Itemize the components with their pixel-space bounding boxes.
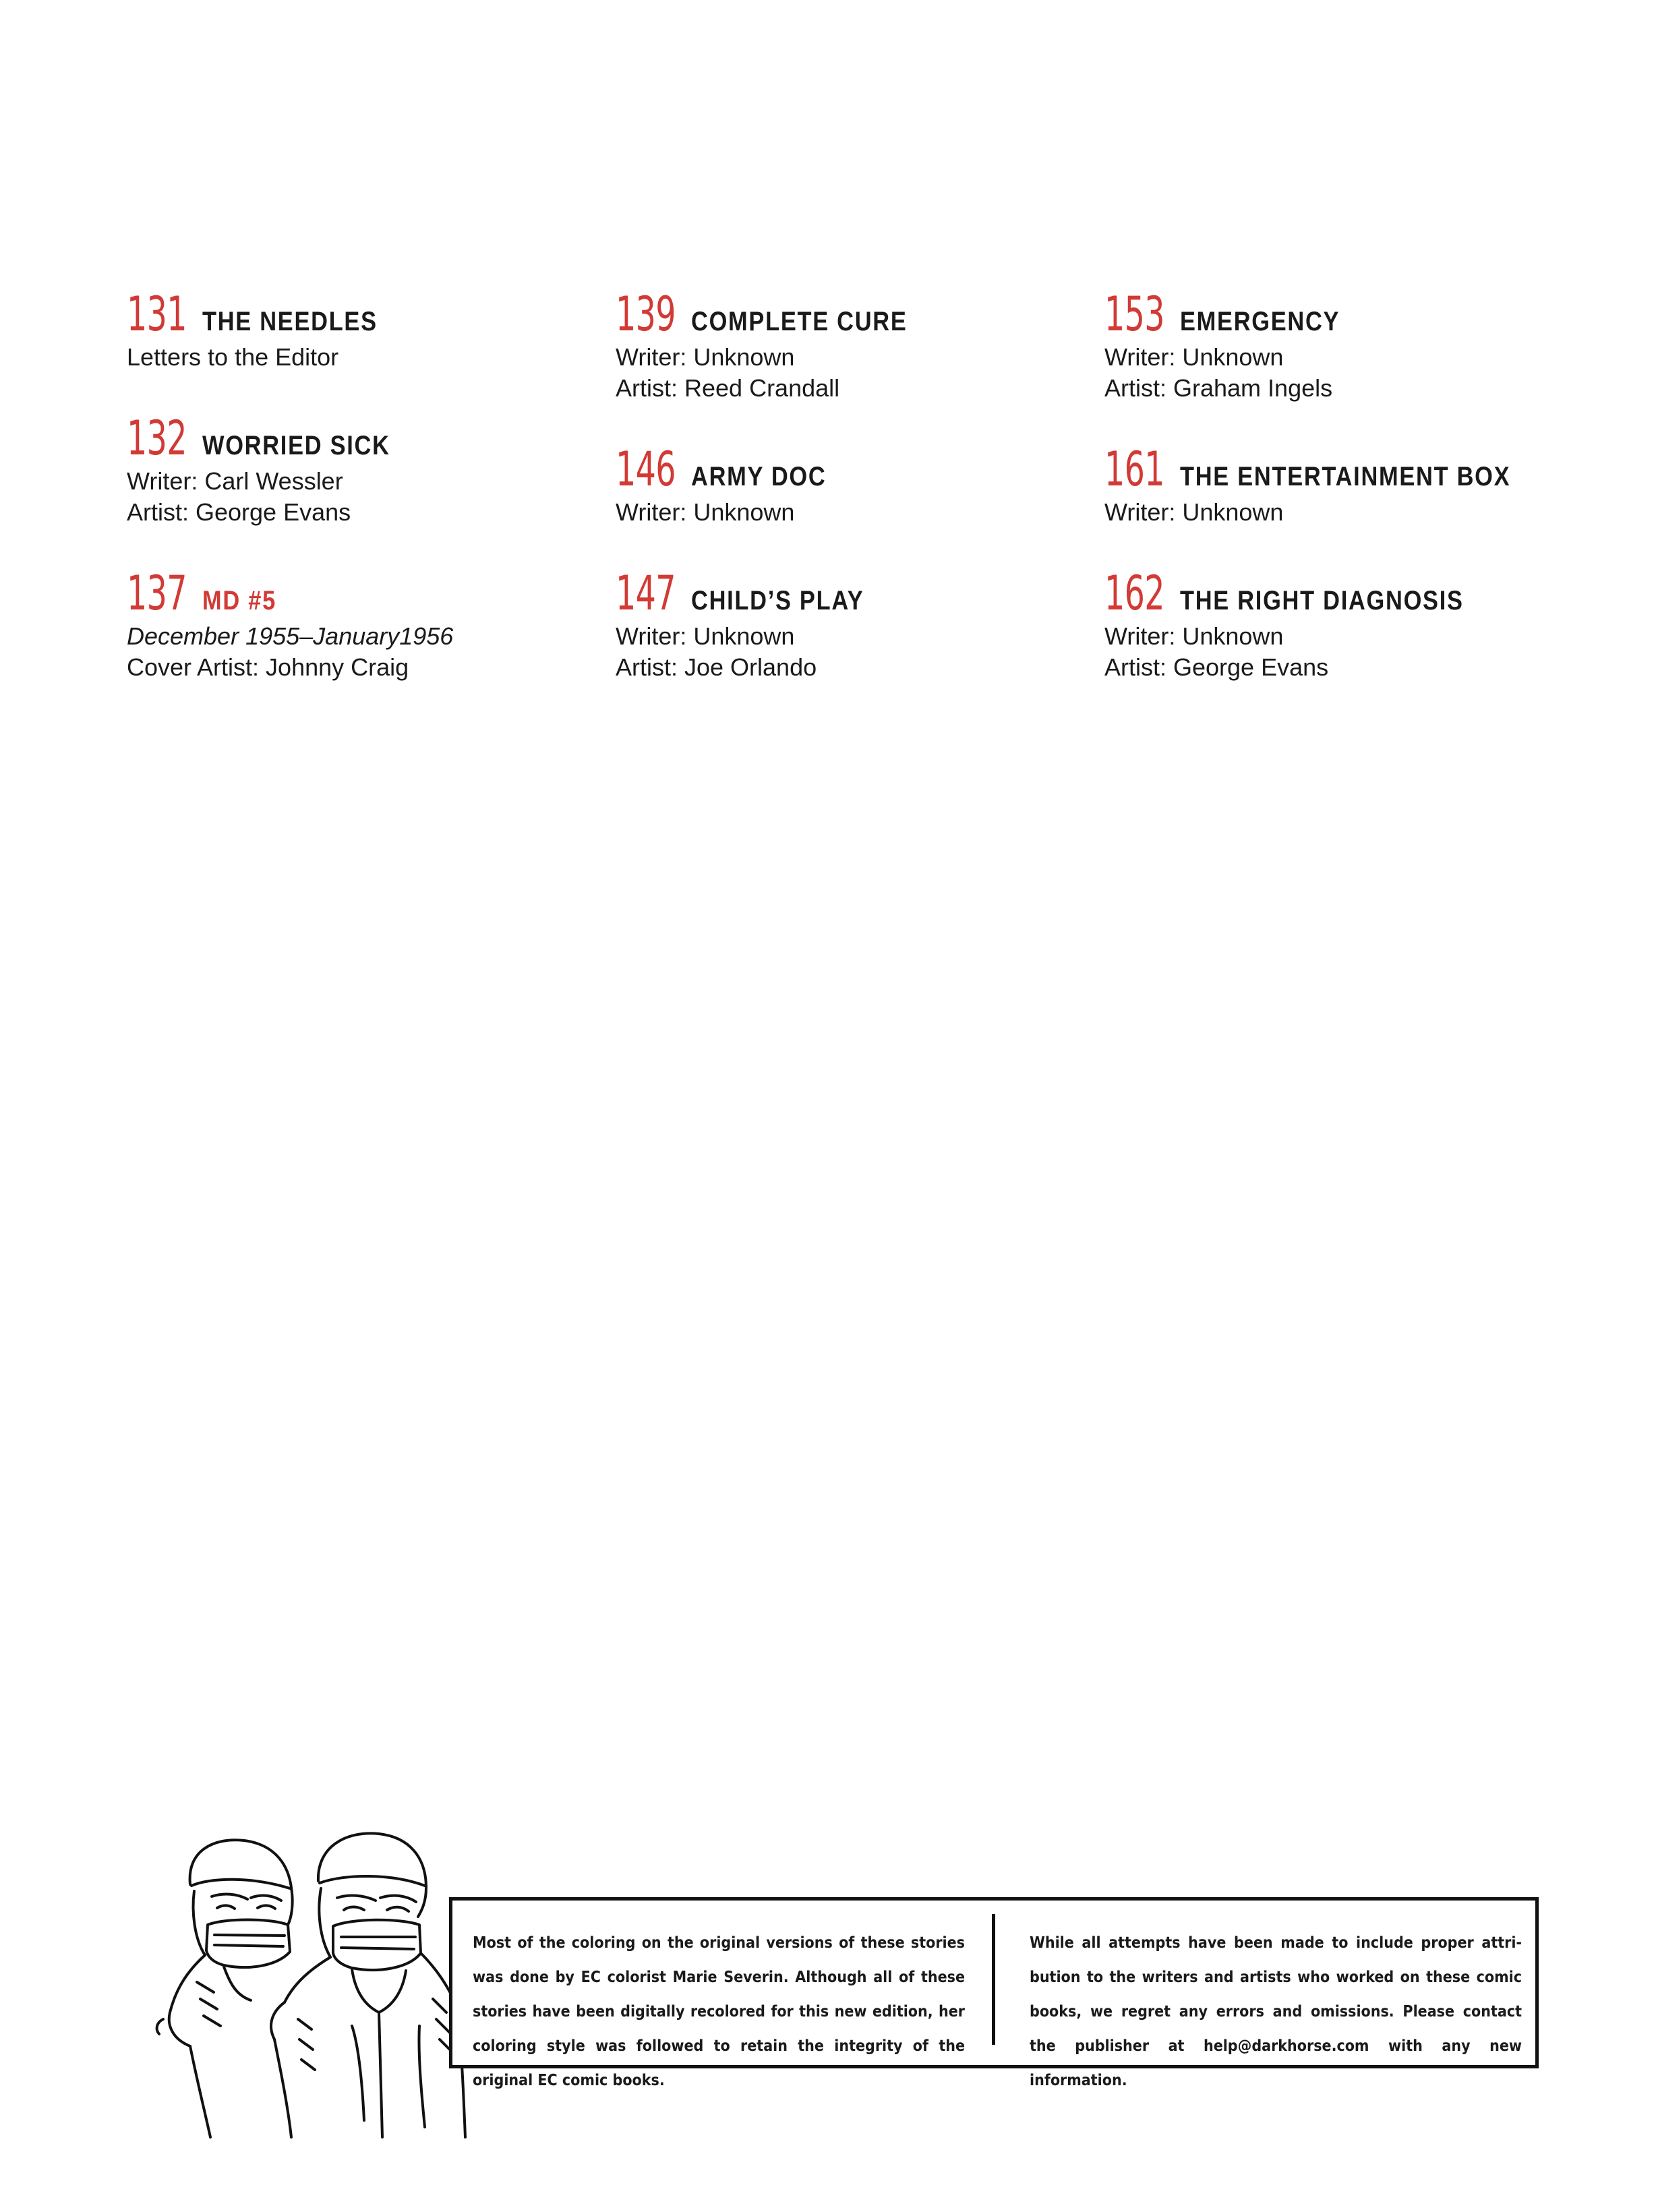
entry-artist: Artist: George Evans [1104, 653, 1329, 681]
coloring-notice: Most of the coloring on the original versions of these stories was done by EC colorist Marie Severin. Although all of these stories have been digitally recolored for this new edition, her coloring style was followed to retain the integrity of the original EC comic books. [473, 1934, 965, 2089]
entry-title: THE NEEDLES [202, 307, 378, 336]
surgeons-illustration-icon [150, 1824, 467, 2141]
page-number: 162 [1104, 566, 1164, 621]
entry-writer: Writer: Unknown [616, 622, 795, 650]
toc-entry[interactable] [616, 287, 1088, 404]
entry-title: COMPLETE CURE [691, 307, 908, 336]
entry-title: CHILD’S PLAY [691, 586, 864, 616]
entry-writer: Writer: Unknown [1104, 343, 1284, 371]
credits-notice-box [449, 1897, 1539, 2089]
page-number: 132 [127, 411, 187, 466]
entry-date: December 1955–January1956 [127, 622, 454, 650]
entry-title: EMERGENCY [1180, 307, 1340, 336]
entry-title: WORRIED SICK [202, 431, 390, 460]
entry-writer: Writer: Unknown [1104, 498, 1284, 526]
entry-title: THE RIGHT DIAGNOSIS [1180, 586, 1464, 616]
toc-entry[interactable] [127, 287, 599, 373]
page-number: 161 [1104, 442, 1164, 497]
toc-column-1 [127, 287, 599, 683]
entry-title: THE ENTERTAINMENT BOX [1180, 462, 1511, 491]
toc-entry[interactable] [616, 566, 1088, 683]
toc-column-3 [1104, 287, 1576, 683]
toc-column-2 [616, 287, 1088, 683]
entry-artist: Artist: George Evans [127, 498, 351, 526]
attribution-text-end: with any new information. [1030, 2037, 1522, 2089]
toc-entry[interactable] [1104, 287, 1576, 404]
page-number: 146 [616, 442, 676, 497]
entry-writer: Writer: Unknown [616, 498, 795, 526]
entry-writer: Writer: Unknown [1104, 622, 1284, 650]
page-number: 137 [127, 566, 187, 621]
entry-title: MD #5 [202, 586, 276, 616]
entry-artist: Artist: Reed Crandall [616, 374, 840, 402]
entry-artist: Artist: Graham Ingels [1104, 374, 1333, 402]
publisher-email-link[interactable]: help@darkhorse.com [1203, 2037, 1369, 2055]
toc-entry[interactable] [127, 566, 599, 683]
entry-detail: Letters to the Editor [127, 343, 339, 371]
toc-entry[interactable] [1104, 566, 1576, 683]
attribution-text: While all attempts have been made to include proper attribution to the writers and artists who worked on these comic books, we regret any errors and omissions. Please contact the publisher at [1030, 1934, 1522, 2055]
page-number: 139 [616, 287, 676, 342]
entry-cover-artist: Cover Artist: Johnny Craig [127, 653, 409, 681]
entry-title: ARMY DOC [691, 462, 827, 491]
entry-artist: Artist: Joe Orlando [616, 653, 817, 681]
entry-writer: Writer: Unknown [616, 343, 795, 371]
toc-entry[interactable] [127, 411, 599, 528]
entry-writer: Writer: Carl Wessler [127, 467, 343, 495]
notice-divider [992, 1914, 995, 2045]
attribution-notice [1030, 1926, 1522, 2098]
toc-entry[interactable] [1104, 442, 1576, 528]
page-number: 131 [127, 287, 187, 342]
toc-entry[interactable] [616, 442, 1088, 528]
table-of-contents [0, 0, 1656, 742]
page-number: 147 [616, 566, 676, 621]
page-number: 153 [1104, 287, 1164, 342]
